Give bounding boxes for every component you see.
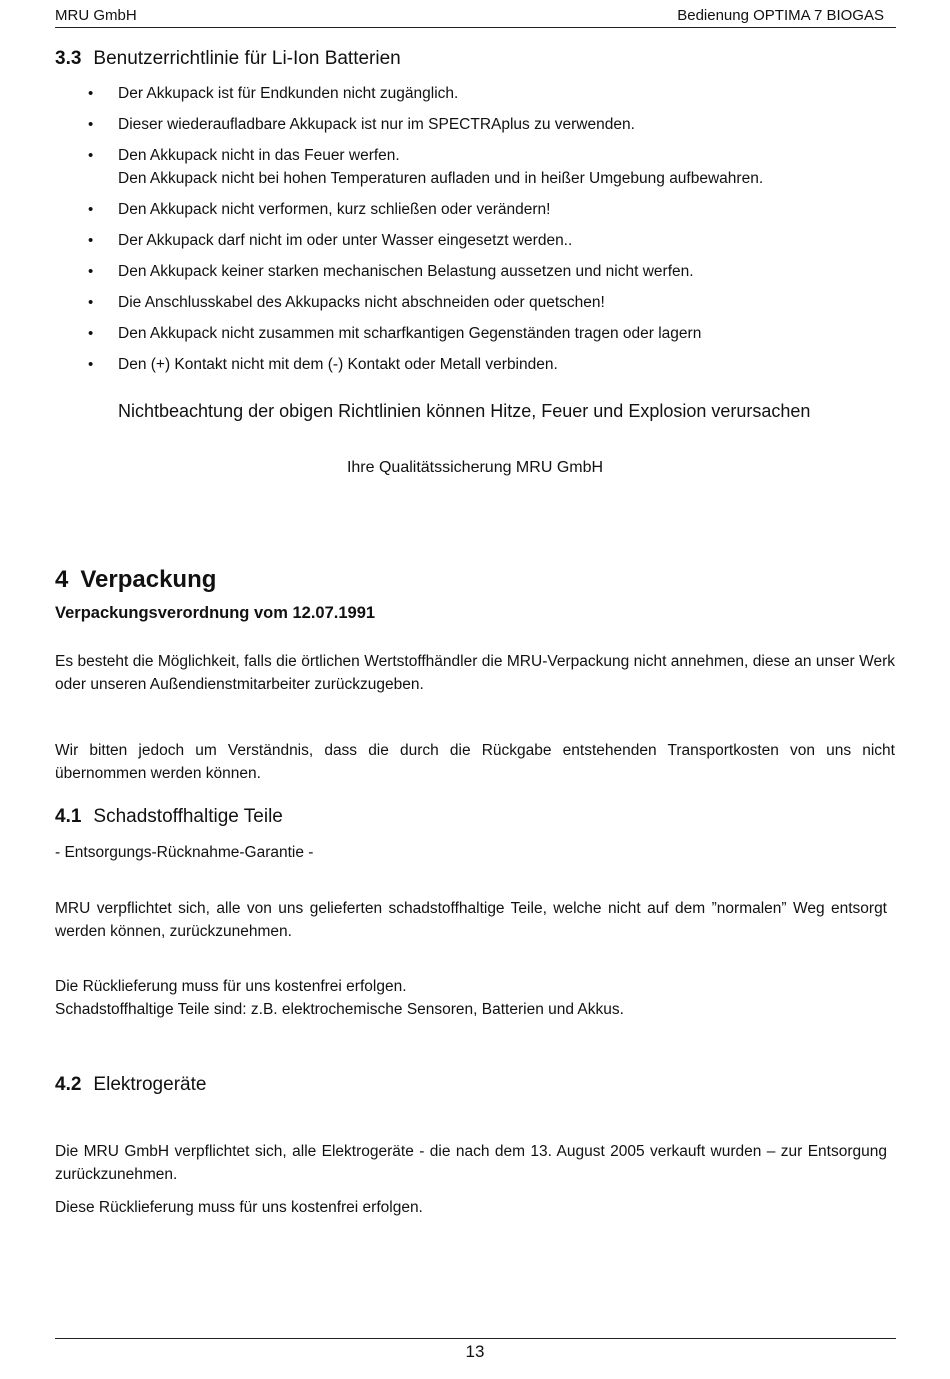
rule-text: Die Anschlusskabel des Akkupacks nicht abschneiden oder quetschen! [118, 294, 605, 311]
rule-text: Den Akkupack nicht bei hohen Temperaturen aufladen und in heißer Umgebung aufbewahren. [118, 170, 764, 187]
footer-divider [55, 1338, 896, 1339]
section-4-1-paragraph: MRU verpflichtet sich, alle von uns gelieferten schadstoffhaltige Teile, welche nicht auf dem ”normalen” Weg entsorgt werden können, zurückzunehmen. [55, 900, 887, 940]
bullet-icon: • [88, 147, 94, 164]
list-item [0, 113, 900, 136]
section-4-2-paragraph: Die MRU GmbH verpflichtet sich, alle Elektrogeräte - die nach dem 13. August 2005 verkauft wurden – zur Entsorgung zurückzunehmen. [55, 1143, 887, 1183]
bullet-icon: • [88, 116, 94, 133]
rule-text: Dieser wiederaufladbare Akkupack ist nur im SPECTRAplus zu verwenden. [118, 116, 635, 133]
section-4-2-paragraph: Diese Rücklieferung muss für uns kostenfrei erfolgen. [55, 1199, 423, 1216]
page-header [55, 5, 896, 28]
section-number: 4 [55, 566, 69, 593]
rule-text: Der Akkupack ist für Endkunden nicht zugänglich. [118, 85, 459, 102]
section-4-1-heading [55, 806, 283, 828]
section-number: 4.2 [55, 1074, 82, 1095]
rule-text: Den Akkupack keiner starken mechanischen Belastung aussetzen und nicht werfen. [118, 263, 694, 280]
section-4-paragraph: Es besteht die Möglichkeit, falls die örtlichen Wertstoffhändler die MRU-Verpackung nicht annehmen, diese an unser Werk oder unseren Außendienstmitarbeiter zurückzugeben. [55, 653, 895, 693]
section-4-1-paragraph: - Entsorgungs-Rücknahme-Garantie - [55, 844, 314, 861]
section-4-paragraph: Wir bitten jedoch um Verständnis, dass die durch die Rückgabe entstehenden Transportkosten von uns nicht übernommen werden können. [55, 742, 895, 782]
list-item [0, 260, 900, 283]
rule-text: Den (+) Kontakt nicht mit dem (-) Kontakt oder Metall verbinden. [118, 356, 558, 373]
list-item [0, 144, 900, 190]
battery-rules-list [0, 82, 900, 384]
section-title: Benutzerrichtlinie für Li-Ion Batterien [93, 48, 401, 69]
list-item [0, 229, 900, 252]
bullet-icon: • [88, 325, 94, 342]
bullet-icon: • [88, 85, 94, 102]
rule-text: Den Akkupack nicht zusammen mit scharfkantigen Gegenständen tragen oder lagern [118, 325, 702, 342]
rule-text: Den Akkupack nicht verformen, kurz schließen oder verändern! [118, 201, 551, 218]
page-number: 13 [465, 1342, 485, 1361]
section-title: Verpackung [80, 566, 217, 593]
list-item [0, 322, 900, 345]
header-company: MRU GmbH [55, 7, 137, 24]
section-title: Schadstoffhaltige Teile [93, 806, 283, 827]
quality-signature: Ihre Qualitätssicherung MRU GmbH [346, 459, 604, 476]
section-4-heading [55, 566, 216, 594]
bullet-icon: • [88, 263, 94, 280]
section-number: 3.3 [55, 48, 82, 69]
section-title: Elektrogeräte [93, 1074, 207, 1095]
list-item [0, 198, 900, 221]
section-3-3-heading [55, 48, 401, 70]
list-item [0, 82, 900, 105]
list-item [0, 353, 900, 376]
section-4-subtitle: Verpackungsverordnung vom 12.07.1991 [55, 604, 376, 622]
section-4-2-heading [55, 1074, 206, 1096]
rule-text: Der Akkupack darf nicht im oder unter Wasser eingesetzt werden.. [118, 232, 573, 249]
section-4-1-paragraph: Die Rücklieferung muss für uns kostenfrei erfolgen. [55, 978, 407, 995]
header-manual-title: Bedienung OPTIMA 7 BIOGAS [677, 7, 884, 24]
bullet-icon: • [88, 294, 94, 311]
rule-text: Den Akkupack nicht in das Feuer werfen. [118, 147, 400, 164]
list-item [0, 291, 900, 314]
section-4-1-paragraph: Schadstoffhaltige Teile sind: z.B. elektrochemische Sensoren, Batterien und Akkus. [55, 1001, 624, 1018]
bullet-icon: • [88, 356, 94, 373]
section-number: 4.1 [55, 806, 82, 827]
warning-statement: Nichtbeachtung der obigen Richtlinien können Hitze, Feuer und Explosion verursachen [118, 401, 811, 421]
bullet-icon: • [88, 201, 94, 218]
bullet-icon: • [88, 232, 94, 249]
